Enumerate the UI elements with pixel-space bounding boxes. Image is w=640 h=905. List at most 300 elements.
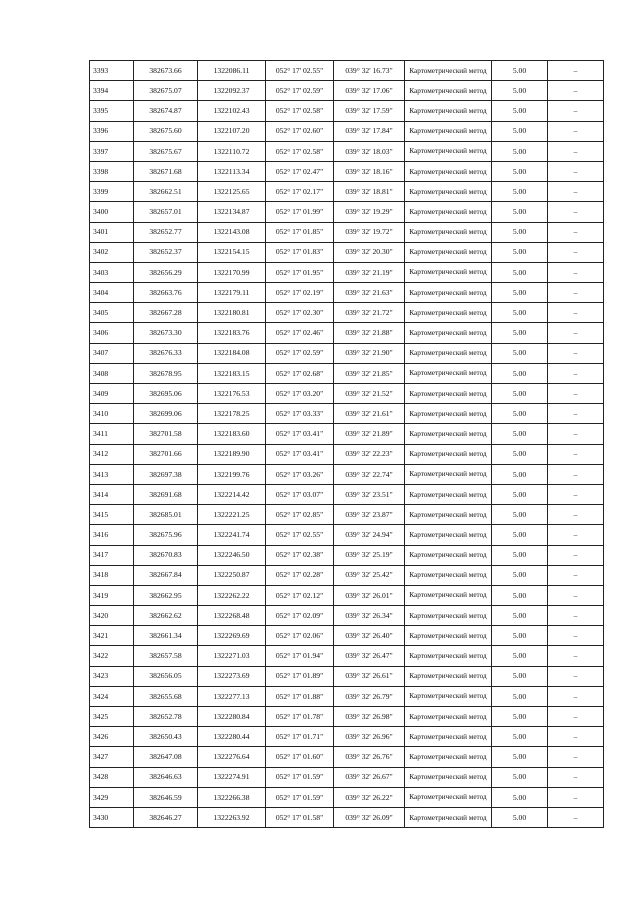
longitude-cell: 039° 32' 22.74" <box>334 464 405 484</box>
point-number-cell: 3421 <box>90 626 134 646</box>
latitude-cell: 052° 17' 02.28" <box>266 565 334 585</box>
latitude-cell: 052° 17' 02.19" <box>266 283 334 303</box>
point-number-cell: 3398 <box>90 161 134 181</box>
point-number-cell: 3401 <box>90 222 134 242</box>
table-row <box>90 585 604 605</box>
note-cell: – <box>548 787 604 807</box>
x-coordinate-cell: 382695.06 <box>134 384 198 404</box>
determination-method-cell: Картометрический метод <box>405 283 492 303</box>
accuracy-cell: 5.00 <box>492 384 548 404</box>
point-number-cell: 3393 <box>90 61 134 81</box>
y-coordinate-cell: 1322180.81 <box>198 303 266 323</box>
accuracy-cell: 5.00 <box>492 787 548 807</box>
point-number-cell: 3428 <box>90 767 134 787</box>
accuracy-cell: 5.00 <box>492 666 548 686</box>
accuracy-cell: 5.00 <box>492 182 548 202</box>
accuracy-cell: 5.00 <box>492 444 548 464</box>
x-coordinate-cell: 382656.29 <box>134 262 198 282</box>
table-row <box>90 606 604 626</box>
longitude-cell: 039° 32' 18.03" <box>334 141 405 161</box>
point-number-cell: 3408 <box>90 363 134 383</box>
note-cell: – <box>548 101 604 121</box>
latitude-cell: 052° 17' 02.46" <box>266 323 334 343</box>
table-row <box>90 121 604 141</box>
note-cell: – <box>548 363 604 383</box>
y-coordinate-cell: 1322125.65 <box>198 182 266 202</box>
longitude-cell: 039° 32' 17.84" <box>334 121 405 141</box>
point-number-cell: 3423 <box>90 666 134 686</box>
x-coordinate-cell: 382673.66 <box>134 61 198 81</box>
determination-method-cell: Картометрический метод <box>405 81 492 101</box>
note-cell: – <box>548 747 604 767</box>
note-cell: – <box>548 585 604 605</box>
accuracy-cell: 5.00 <box>492 61 548 81</box>
accuracy-cell: 5.00 <box>492 141 548 161</box>
table-row <box>90 363 604 383</box>
determination-method-cell: Картометрический метод <box>405 545 492 565</box>
determination-method-cell: Картометрический метод <box>405 262 492 282</box>
longitude-cell: 039° 32' 25.19" <box>334 545 405 565</box>
note-cell: – <box>548 565 604 585</box>
longitude-cell: 039° 32' 21.63" <box>334 283 405 303</box>
point-number-cell: 3414 <box>90 484 134 504</box>
note-cell: – <box>548 727 604 747</box>
latitude-cell: 052° 17' 02.38" <box>266 545 334 565</box>
x-coordinate-cell: 382678.95 <box>134 363 198 383</box>
table-row <box>90 727 604 747</box>
table-row <box>90 141 604 161</box>
accuracy-cell: 5.00 <box>492 565 548 585</box>
y-coordinate-cell: 1322273.69 <box>198 666 266 686</box>
y-coordinate-cell: 1322183.76 <box>198 323 266 343</box>
latitude-cell: 052° 17' 01.71" <box>266 727 334 747</box>
y-coordinate-cell: 1322086.11 <box>198 61 266 81</box>
note-cell: – <box>548 61 604 81</box>
latitude-cell: 052° 17' 01.89" <box>266 666 334 686</box>
x-coordinate-cell: 382675.96 <box>134 525 198 545</box>
table-row <box>90 384 604 404</box>
point-number-cell: 3425 <box>90 707 134 727</box>
determination-method-cell: Картометрический метод <box>405 242 492 262</box>
x-coordinate-cell: 382675.60 <box>134 121 198 141</box>
point-number-cell: 3426 <box>90 727 134 747</box>
accuracy-cell: 5.00 <box>492 262 548 282</box>
longitude-cell: 039° 32' 26.34" <box>334 606 405 626</box>
point-number-cell: 3422 <box>90 646 134 666</box>
y-coordinate-cell: 1322170.99 <box>198 262 266 282</box>
accuracy-cell: 5.00 <box>492 606 548 626</box>
note-cell: – <box>548 283 604 303</box>
note-cell: – <box>548 666 604 686</box>
point-number-cell: 3420 <box>90 606 134 626</box>
latitude-cell: 052° 17' 01.85" <box>266 222 334 242</box>
point-number-cell: 3395 <box>90 101 134 121</box>
y-coordinate-cell: 1322134.87 <box>198 202 266 222</box>
longitude-cell: 039° 32' 21.72" <box>334 303 405 323</box>
y-coordinate-cell: 1322184.08 <box>198 343 266 363</box>
y-coordinate-cell: 1322277.13 <box>198 686 266 706</box>
accuracy-cell: 5.00 <box>492 101 548 121</box>
latitude-cell: 052° 17' 01.59" <box>266 787 334 807</box>
determination-method-cell: Картометрический метод <box>405 525 492 545</box>
longitude-cell: 039° 32' 22.23" <box>334 444 405 464</box>
x-coordinate-cell: 382663.76 <box>134 283 198 303</box>
longitude-cell: 039° 32' 23.87" <box>334 505 405 525</box>
accuracy-cell: 5.00 <box>492 323 548 343</box>
accuracy-cell: 5.00 <box>492 505 548 525</box>
latitude-cell: 052° 17' 02.17" <box>266 182 334 202</box>
note-cell: – <box>548 646 604 666</box>
note-cell: – <box>548 121 604 141</box>
latitude-cell: 052° 17' 01.95" <box>266 262 334 282</box>
table-row <box>90 444 604 464</box>
table-row <box>90 323 604 343</box>
x-coordinate-cell: 382650.43 <box>134 727 198 747</box>
table-row <box>90 505 604 525</box>
point-number-cell: 3403 <box>90 262 134 282</box>
latitude-cell: 052° 17' 02.47" <box>266 161 334 181</box>
determination-method-cell: Картометрический метод <box>405 222 492 242</box>
longitude-cell: 039° 32' 20.30" <box>334 242 405 262</box>
x-coordinate-cell: 382675.07 <box>134 81 198 101</box>
latitude-cell: 052° 17' 02.85" <box>266 505 334 525</box>
y-coordinate-cell: 1322262.22 <box>198 585 266 605</box>
point-number-cell: 3402 <box>90 242 134 262</box>
accuracy-cell: 5.00 <box>492 424 548 444</box>
x-coordinate-cell: 382656.05 <box>134 666 198 686</box>
table-row <box>90 626 604 646</box>
y-coordinate-cell: 1322102.43 <box>198 101 266 121</box>
latitude-cell: 052° 17' 03.41" <box>266 444 334 464</box>
longitude-cell: 039° 32' 26.67" <box>334 767 405 787</box>
determination-method-cell: Картометрический метод <box>405 767 492 787</box>
x-coordinate-cell: 382647.08 <box>134 747 198 767</box>
accuracy-cell: 5.00 <box>492 484 548 504</box>
x-coordinate-cell: 382673.30 <box>134 323 198 343</box>
x-coordinate-cell: 382701.58 <box>134 424 198 444</box>
longitude-cell: 039° 32' 17.06" <box>334 81 405 101</box>
latitude-cell: 052° 17' 01.99" <box>266 202 334 222</box>
latitude-cell: 052° 17' 02.60" <box>266 121 334 141</box>
x-coordinate-cell: 382662.95 <box>134 585 198 605</box>
note-cell: – <box>548 242 604 262</box>
longitude-cell: 039° 32' 26.61" <box>334 666 405 686</box>
determination-method-cell: Картометрический метод <box>405 323 492 343</box>
accuracy-cell: 5.00 <box>492 242 548 262</box>
y-coordinate-cell: 1322110.72 <box>198 141 266 161</box>
latitude-cell: 052° 17' 03.41" <box>266 424 334 444</box>
y-coordinate-cell: 1322280.44 <box>198 727 266 747</box>
point-number-cell: 3407 <box>90 343 134 363</box>
y-coordinate-cell: 1322107.20 <box>198 121 266 141</box>
longitude-cell: 039° 32' 26.40" <box>334 626 405 646</box>
point-number-cell: 3409 <box>90 384 134 404</box>
accuracy-cell: 5.00 <box>492 464 548 484</box>
coordinates-table-body <box>90 61 604 828</box>
longitude-cell: 039° 32' 26.76" <box>334 747 405 767</box>
table-row <box>90 545 604 565</box>
point-number-cell: 3396 <box>90 121 134 141</box>
x-coordinate-cell: 382662.51 <box>134 182 198 202</box>
table-row <box>90 666 604 686</box>
note-cell: – <box>548 202 604 222</box>
y-coordinate-cell: 1322276.64 <box>198 747 266 767</box>
note-cell: – <box>548 626 604 646</box>
x-coordinate-cell: 382646.59 <box>134 787 198 807</box>
longitude-cell: 039° 32' 23.51" <box>334 484 405 504</box>
table-row <box>90 787 604 807</box>
y-coordinate-cell: 1322113.34 <box>198 161 266 181</box>
longitude-cell: 039° 32' 25.42" <box>334 565 405 585</box>
accuracy-cell: 5.00 <box>492 545 548 565</box>
table-row <box>90 283 604 303</box>
x-coordinate-cell: 382652.78 <box>134 707 198 727</box>
x-coordinate-cell: 382691.68 <box>134 484 198 504</box>
table-row <box>90 222 604 242</box>
determination-method-cell: Картометрический метод <box>405 787 492 807</box>
note-cell: – <box>548 484 604 504</box>
longitude-cell: 039° 32' 21.85" <box>334 363 405 383</box>
x-coordinate-cell: 382667.28 <box>134 303 198 323</box>
table-row <box>90 707 604 727</box>
latitude-cell: 052° 17' 01.58" <box>266 807 334 827</box>
latitude-cell: 052° 17' 02.55" <box>266 61 334 81</box>
y-coordinate-cell: 1322183.60 <box>198 424 266 444</box>
latitude-cell: 052° 17' 03.26" <box>266 464 334 484</box>
accuracy-cell: 5.00 <box>492 121 548 141</box>
y-coordinate-cell: 1322179.11 <box>198 283 266 303</box>
latitude-cell: 052° 17' 02.30" <box>266 303 334 323</box>
point-number-cell: 3404 <box>90 283 134 303</box>
latitude-cell: 052° 17' 01.88" <box>266 686 334 706</box>
determination-method-cell: Картометрический метод <box>405 424 492 444</box>
point-number-cell: 3411 <box>90 424 134 444</box>
table-row <box>90 807 604 827</box>
note-cell: – <box>548 384 604 404</box>
point-number-cell: 3399 <box>90 182 134 202</box>
longitude-cell: 039° 32' 26.98" <box>334 707 405 727</box>
determination-method-cell: Картометрический метод <box>405 606 492 626</box>
y-coordinate-cell: 1322092.37 <box>198 81 266 101</box>
point-number-cell: 3418 <box>90 565 134 585</box>
table-row <box>90 303 604 323</box>
y-coordinate-cell: 1322178.25 <box>198 404 266 424</box>
table-row <box>90 484 604 504</box>
x-coordinate-cell: 382646.27 <box>134 807 198 827</box>
accuracy-cell: 5.00 <box>492 807 548 827</box>
x-coordinate-cell: 382676.33 <box>134 343 198 363</box>
longitude-cell: 039° 32' 16.73" <box>334 61 405 81</box>
accuracy-cell: 5.00 <box>492 626 548 646</box>
longitude-cell: 039° 32' 21.52" <box>334 384 405 404</box>
table-row <box>90 404 604 424</box>
latitude-cell: 052° 17' 01.83" <box>266 242 334 262</box>
y-coordinate-cell: 1322250.87 <box>198 565 266 585</box>
note-cell: – <box>548 707 604 727</box>
longitude-cell: 039° 32' 26.79" <box>334 686 405 706</box>
note-cell: – <box>548 343 604 363</box>
accuracy-cell: 5.00 <box>492 727 548 747</box>
table-row <box>90 61 604 81</box>
note-cell: – <box>548 161 604 181</box>
determination-method-cell: Картометрический метод <box>405 585 492 605</box>
table-row <box>90 182 604 202</box>
determination-method-cell: Картометрический метод <box>405 303 492 323</box>
point-number-cell: 3417 <box>90 545 134 565</box>
x-coordinate-cell: 382657.58 <box>134 646 198 666</box>
point-number-cell: 3410 <box>90 404 134 424</box>
longitude-cell: 039° 32' 21.88" <box>334 323 405 343</box>
note-cell: – <box>548 182 604 202</box>
accuracy-cell: 5.00 <box>492 343 548 363</box>
y-coordinate-cell: 1322214.42 <box>198 484 266 504</box>
point-number-cell: 3419 <box>90 585 134 605</box>
longitude-cell: 039° 32' 17.59" <box>334 101 405 121</box>
note-cell: – <box>548 303 604 323</box>
note-cell: – <box>548 81 604 101</box>
x-coordinate-cell: 382646.63 <box>134 767 198 787</box>
y-coordinate-cell: 1322274.91 <box>198 767 266 787</box>
x-coordinate-cell: 382701.66 <box>134 444 198 464</box>
note-cell: – <box>548 323 604 343</box>
point-number-cell: 3413 <box>90 464 134 484</box>
table-row <box>90 202 604 222</box>
y-coordinate-cell: 1322241.74 <box>198 525 266 545</box>
determination-method-cell: Картометрический метод <box>405 161 492 181</box>
table-row <box>90 262 604 282</box>
latitude-cell: 052° 17' 02.58" <box>266 141 334 161</box>
longitude-cell: 039° 32' 19.72" <box>334 222 405 242</box>
accuracy-cell: 5.00 <box>492 707 548 727</box>
point-number-cell: 3394 <box>90 81 134 101</box>
determination-method-cell: Картометрический метод <box>405 747 492 767</box>
point-number-cell: 3405 <box>90 303 134 323</box>
y-coordinate-cell: 1322268.48 <box>198 606 266 626</box>
accuracy-cell: 5.00 <box>492 646 548 666</box>
note-cell: – <box>548 525 604 545</box>
longitude-cell: 039° 32' 26.96" <box>334 727 405 747</box>
latitude-cell: 052° 17' 02.55" <box>266 525 334 545</box>
latitude-cell: 052° 17' 03.07" <box>266 484 334 504</box>
y-coordinate-cell: 1322199.76 <box>198 464 266 484</box>
note-cell: – <box>548 222 604 242</box>
note-cell: – <box>548 141 604 161</box>
longitude-cell: 039° 32' 26.09" <box>334 807 405 827</box>
table-row <box>90 464 604 484</box>
x-coordinate-cell: 382652.37 <box>134 242 198 262</box>
table-row <box>90 81 604 101</box>
y-coordinate-cell: 1322263.92 <box>198 807 266 827</box>
determination-method-cell: Картометрический метод <box>405 807 492 827</box>
determination-method-cell: Картометрический метод <box>405 646 492 666</box>
accuracy-cell: 5.00 <box>492 404 548 424</box>
latitude-cell: 052° 17' 01.59" <box>266 767 334 787</box>
note-cell: – <box>548 444 604 464</box>
determination-method-cell: Картометрический метод <box>405 384 492 404</box>
y-coordinate-cell: 1322246.50 <box>198 545 266 565</box>
latitude-cell: 052° 17' 02.59" <box>266 81 334 101</box>
longitude-cell: 039° 32' 21.19" <box>334 262 405 282</box>
point-number-cell: 3412 <box>90 444 134 464</box>
latitude-cell: 052° 17' 02.09" <box>266 606 334 626</box>
accuracy-cell: 5.00 <box>492 202 548 222</box>
note-cell: – <box>548 807 604 827</box>
accuracy-cell: 5.00 <box>492 363 548 383</box>
determination-method-cell: Картометрический метод <box>405 464 492 484</box>
y-coordinate-cell: 1322183.15 <box>198 363 266 383</box>
determination-method-cell: Картометрический метод <box>405 121 492 141</box>
x-coordinate-cell: 382670.83 <box>134 545 198 565</box>
note-cell: – <box>548 767 604 787</box>
determination-method-cell: Картометрический метод <box>405 101 492 121</box>
latitude-cell: 052° 17' 02.68" <box>266 363 334 383</box>
determination-method-cell: Картометрический метод <box>405 404 492 424</box>
determination-method-cell: Картометрический метод <box>405 61 492 81</box>
determination-method-cell: Картометрический метод <box>405 141 492 161</box>
accuracy-cell: 5.00 <box>492 747 548 767</box>
determination-method-cell: Картометрический метод <box>405 707 492 727</box>
note-cell: – <box>548 404 604 424</box>
accuracy-cell: 5.00 <box>492 161 548 181</box>
accuracy-cell: 5.00 <box>492 81 548 101</box>
accuracy-cell: 5.00 <box>492 283 548 303</box>
latitude-cell: 052° 17' 02.58" <box>266 101 334 121</box>
determination-method-cell: Картометрический метод <box>405 182 492 202</box>
determination-method-cell: Картометрический метод <box>405 444 492 464</box>
point-number-cell: 3400 <box>90 202 134 222</box>
determination-method-cell: Картометрический метод <box>405 363 492 383</box>
accuracy-cell: 5.00 <box>492 767 548 787</box>
y-coordinate-cell: 1322143.08 <box>198 222 266 242</box>
table-row <box>90 686 604 706</box>
point-number-cell: 3424 <box>90 686 134 706</box>
accuracy-cell: 5.00 <box>492 303 548 323</box>
x-coordinate-cell: 382667.84 <box>134 565 198 585</box>
x-coordinate-cell: 382697.38 <box>134 464 198 484</box>
determination-method-cell: Картометрический метод <box>405 727 492 747</box>
x-coordinate-cell: 382674.87 <box>134 101 198 121</box>
note-cell: – <box>548 545 604 565</box>
accuracy-cell: 5.00 <box>492 686 548 706</box>
table-row <box>90 565 604 585</box>
x-coordinate-cell: 382657.01 <box>134 202 198 222</box>
determination-method-cell: Картометрический метод <box>405 626 492 646</box>
table-row <box>90 525 604 545</box>
longitude-cell: 039° 32' 26.01" <box>334 585 405 605</box>
x-coordinate-cell: 382685.01 <box>134 505 198 525</box>
point-number-cell: 3416 <box>90 525 134 545</box>
latitude-cell: 052° 17' 02.06" <box>266 626 334 646</box>
longitude-cell: 039° 32' 21.89" <box>334 424 405 444</box>
note-cell: – <box>548 424 604 444</box>
y-coordinate-cell: 1322176.53 <box>198 384 266 404</box>
x-coordinate-cell: 382699.06 <box>134 404 198 424</box>
x-coordinate-cell: 382652.77 <box>134 222 198 242</box>
y-coordinate-cell: 1322280.84 <box>198 707 266 727</box>
table-row <box>90 101 604 121</box>
accuracy-cell: 5.00 <box>492 525 548 545</box>
point-number-cell: 3406 <box>90 323 134 343</box>
point-number-cell: 3430 <box>90 807 134 827</box>
determination-method-cell: Картометрический метод <box>405 202 492 222</box>
latitude-cell: 052° 17' 03.20" <box>266 384 334 404</box>
point-number-cell: 3397 <box>90 141 134 161</box>
y-coordinate-cell: 1322154.15 <box>198 242 266 262</box>
note-cell: – <box>548 606 604 626</box>
table-row <box>90 424 604 444</box>
note-cell: – <box>548 505 604 525</box>
note-cell: – <box>548 262 604 282</box>
